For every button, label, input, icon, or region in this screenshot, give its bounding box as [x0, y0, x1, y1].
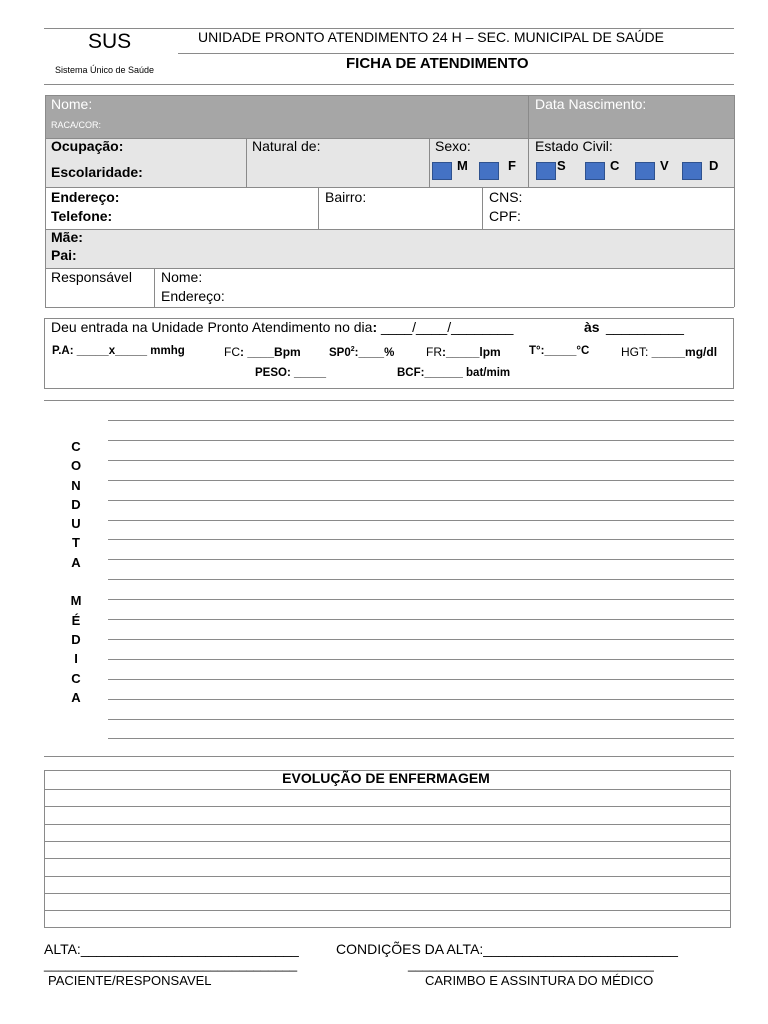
enfermagem-line[interactable] [44, 858, 731, 859]
conduta-letter: U [71, 516, 81, 532]
civil-v-label: V [660, 158, 669, 173]
sex-f-checkbox[interactable] [479, 162, 499, 180]
enfermagem-line[interactable] [44, 841, 731, 842]
enfermagem-line[interactable] [44, 789, 731, 790]
parents-row [45, 229, 734, 268]
divider [246, 138, 247, 187]
header-bottom-rule [44, 84, 734, 85]
civil-s-checkbox[interactable] [536, 162, 556, 180]
enfermagem-title: EVOLUÇÃO DE ENFERMAGEM [282, 770, 490, 786]
conduta-letter: A [71, 554, 81, 570]
cpf-label: CPF: [489, 208, 521, 224]
table-frame [45, 95, 46, 307]
fr-blank: :_____lpm [442, 345, 501, 359]
entry-time-blank[interactable]: __________ [606, 319, 684, 335]
alta-field[interactable]: ALTA:____________________________ [44, 941, 299, 957]
civil-c-checkbox[interactable] [585, 162, 605, 180]
alta-conditions-field[interactable]: CONDIÇÕES DA ALTA:_________________________ [336, 941, 678, 957]
sp-rest: :____% [354, 346, 395, 359]
hgt-label: HGT: [621, 345, 649, 359]
sus-logo: SUS [88, 30, 132, 53]
sp-sup: 2 [350, 346, 355, 353]
responsible-label: Responsável [51, 269, 132, 285]
sex-m-checkbox[interactable] [432, 162, 452, 180]
bcf-field[interactable]: BCF:______ bat/mim [397, 367, 511, 379]
conduta-letter: O [70, 458, 82, 474]
enfermagem-line[interactable] [44, 806, 731, 807]
temperature-field[interactable]: T°:_____°C [529, 345, 590, 357]
conduta-letter: D [71, 631, 81, 647]
form-title: FICHA DE ATENDIMENTO [346, 55, 529, 72]
divider [154, 268, 155, 307]
hgt-field[interactable] [621, 346, 717, 358]
conduta-line[interactable] [108, 738, 734, 739]
patient-signature-label: PACIENTE/RESPONSAVEL [48, 973, 212, 988]
conduta-letter: M [70, 593, 82, 609]
table-rule [45, 95, 734, 96]
table-rule [45, 187, 734, 188]
fc-field[interactable] [224, 346, 301, 358]
sex-f-label: F [508, 158, 516, 173]
unit-title: UNIDADE PRONTO ATENDIMENTO 24 H – SEC. MUNICIPAL DE SAÚDE [198, 29, 664, 45]
occupation-row [45, 138, 734, 187]
sp-field[interactable] [329, 346, 394, 359]
divider [482, 187, 483, 229]
divider [528, 138, 529, 187]
conduta-line[interactable] [108, 719, 734, 720]
entry-line [51, 320, 513, 334]
conduta-line[interactable] [108, 579, 734, 580]
enfermagem-box [44, 770, 731, 928]
cns-label: CNS: [489, 189, 523, 205]
name-label: Nome: [51, 96, 93, 112]
enfermagem-line[interactable] [44, 824, 731, 825]
conduta-line[interactable] [108, 480, 734, 481]
conduta-letter: C [71, 670, 81, 686]
conduta-line[interactable] [108, 440, 734, 441]
birthplace-label: Natural de: [252, 138, 321, 154]
fr-field[interactable] [426, 346, 501, 358]
sp-label: SP0 [329, 346, 351, 359]
conduta-line[interactable] [108, 420, 734, 421]
table-frame [734, 95, 735, 307]
responsible-name-label: Nome: [161, 269, 203, 285]
pa-field[interactable]: P.A: _____x_____ mmhg [52, 345, 185, 357]
doctor-signature-label: CARIMBO E ASSINTURA DO MÉDICO [425, 973, 654, 988]
district-label: Bairro: [325, 189, 367, 205]
doctor-signature-line[interactable]: __________________________________ [408, 957, 654, 972]
conduta-letter: D [71, 496, 81, 512]
conduta-letter: I [74, 651, 78, 667]
civil-c-label: C [610, 158, 620, 173]
civil-d-checkbox[interactable] [682, 162, 702, 180]
conduta-line[interactable] [108, 659, 734, 660]
weight-field[interactable]: PESO: _____ [255, 367, 326, 379]
table-rule [45, 138, 734, 139]
table-rule [45, 268, 734, 269]
phone-label: Telefone: [51, 208, 113, 224]
conduta-line[interactable] [108, 500, 734, 501]
sex-label: Sexo: [435, 138, 471, 154]
divider [429, 138, 430, 187]
civil-s-label: S [557, 158, 566, 173]
conduta-medica-vertical-label [68, 437, 84, 707]
conduta-line[interactable] [108, 619, 734, 620]
conduta-letter: T [72, 535, 80, 551]
table-rule [45, 307, 734, 308]
race-label: RACA/COR: [51, 120, 102, 130]
occupation-label: Ocupação: [51, 138, 124, 154]
address-label: Endereço: [51, 189, 120, 205]
header-mid-rule [178, 53, 734, 54]
mother-label: Mãe: [51, 229, 83, 245]
conduta-letter: É [71, 612, 81, 628]
patient-signature-line[interactable]: ___________________________________ [44, 957, 298, 972]
entry-colon: : [372, 319, 378, 335]
enfermagem-line[interactable] [44, 893, 731, 894]
enfermagem-line[interactable] [44, 910, 731, 911]
sex-m-label: M [457, 158, 468, 173]
entry-text: Deu entrada na Unidade Pronto Atendimento no dia [51, 319, 373, 335]
table-rule [45, 229, 734, 230]
birth-date-label: Data Nascimento: [535, 96, 647, 112]
conduta-line[interactable] [108, 679, 734, 680]
entry-date-blank[interactable]: ____/____/________ [377, 319, 514, 335]
conduta-line[interactable] [108, 599, 734, 600]
enfermagem-line[interactable] [44, 876, 731, 877]
section-rule [44, 400, 734, 401]
conduta-line[interactable] [108, 639, 734, 640]
conduta-line[interactable] [108, 539, 734, 540]
conduta-letter-gap [68, 572, 84, 591]
fc-blank: : ____Bpm [240, 345, 301, 359]
divider [318, 187, 319, 229]
divider [528, 95, 529, 138]
conduta-line[interactable] [108, 520, 734, 521]
conduta-line[interactable] [108, 460, 734, 461]
entry-at-label: às [584, 319, 600, 335]
sus-logo-subtitle: Sistema Único de Saúde [55, 65, 155, 75]
civil-status-label: Estado Civil: [535, 138, 613, 154]
education-label: Escolaridade: [51, 164, 143, 180]
conduta-line[interactable] [108, 699, 734, 700]
conduta-letter: C [71, 439, 81, 454]
civil-d-label: D [709, 158, 719, 173]
civil-v-checkbox[interactable] [635, 162, 655, 180]
conduta-line[interactable] [108, 559, 734, 560]
hgt-blank: _____mg/dl [648, 345, 718, 359]
fc-label: FC [224, 345, 240, 359]
responsible-address-label: Endereço: [161, 288, 225, 304]
father-label: Pai: [51, 247, 77, 263]
conduta-letter: N [71, 477, 81, 493]
conduta-letter: A [71, 689, 81, 705]
section-rule [44, 756, 734, 757]
fr-label: FR [426, 345, 442, 359]
